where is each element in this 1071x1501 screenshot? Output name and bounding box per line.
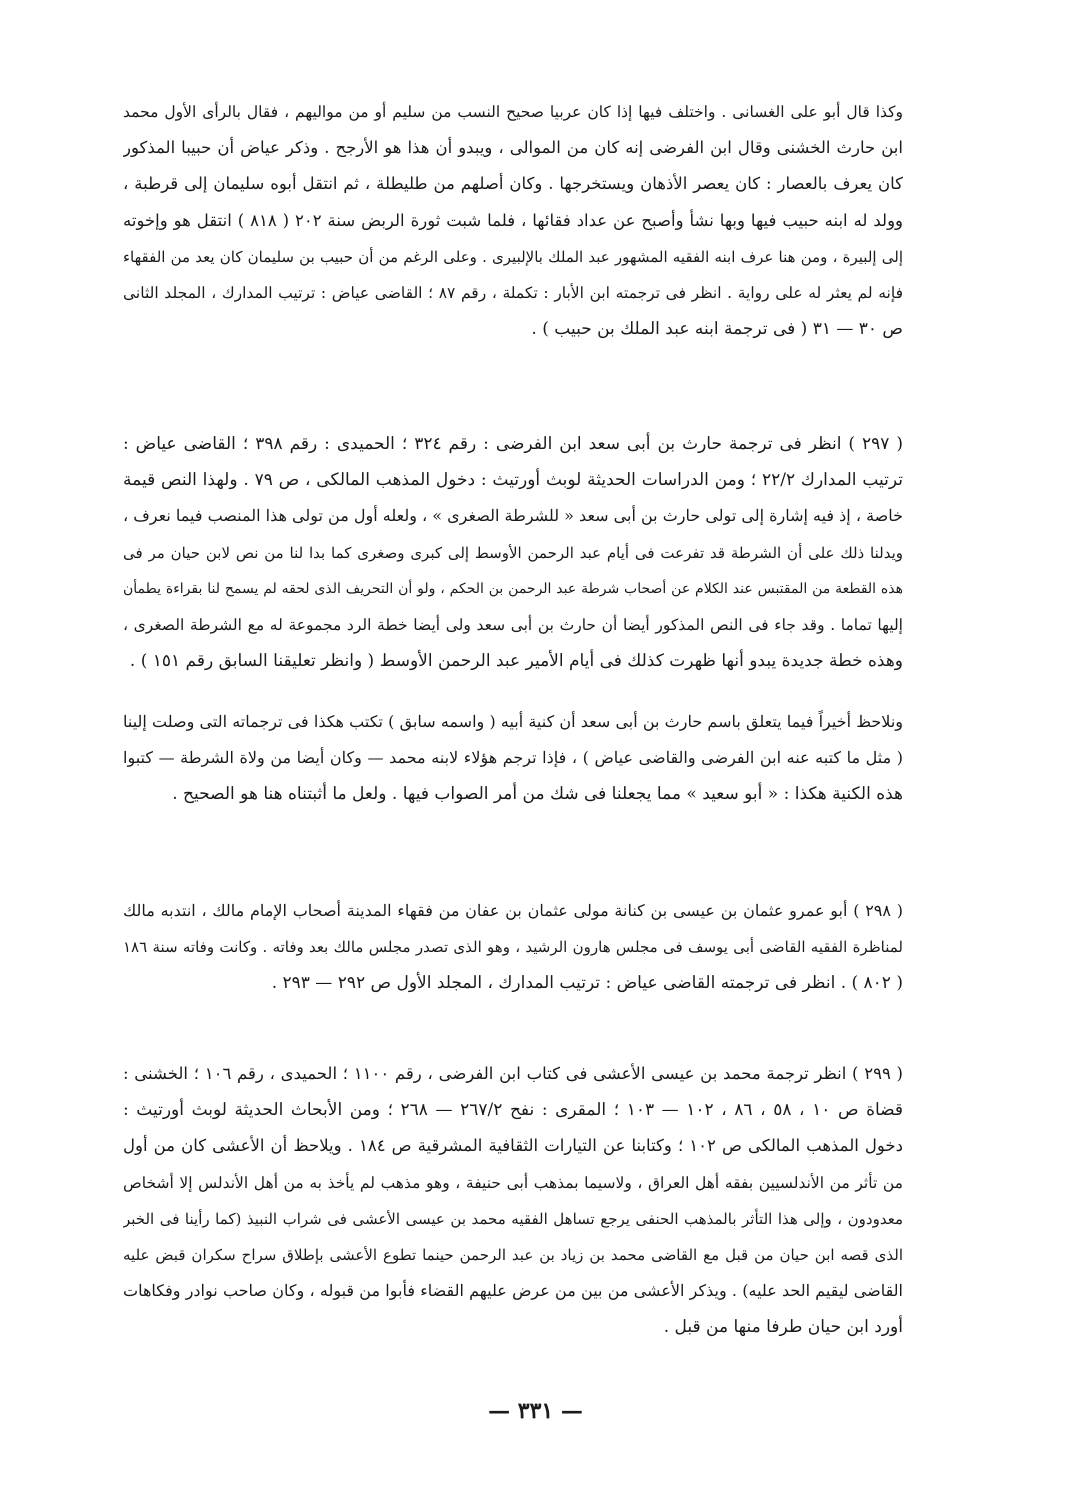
note-297	[123, 426, 903, 679]
text-line: ( ٢٩٨ ) أبو عمرو عثمان بن عيسى بن كنانة مولى عثمان بن عفان من فقهاء المدينة أصحاب الإمام مالك ، انتدبه مالك	[123, 901, 903, 920]
text-line: هذه القطعة من المقتبس عند الكلام عن أصحاب شرطة عبد الرحمن بن الحكم ، ولو أن التحريف الذى لحقه لم يسمح لنا بقراءة يطمأن	[123, 580, 903, 597]
text-line: ص ٣٠ — ٣١ ( فى ترجمة ابنه عبد الملك بن حبيب ) .	[531, 319, 903, 340]
text-line: وكذا قال أبو على الغسانى . واختلف فيها إذا كان عربيا صحيح النسب من سليم أو من مواليهم ، فقال بالرأى الأول محمد	[123, 103, 903, 121]
text-line: وولد له ابنه حبيب فيها وبها نشأ وأصبح عن عداد فقائها ، فلما شبت ثورة الربض سنة ٢٠٢ ( ٨١٨ ) انتقل هو وإخوته	[123, 210, 903, 230]
text-line: ( ٢٩٩ ) انظر ترجمة محمد بن عيسى الأعشى فى كتاب ابن الفرضى ، رقم ١١٠٠ ؛ الحميدى ، رقم ١٠٦ ؛ الخشنى :	[123, 1064, 903, 1083]
text-line: من تأثر من الأندلسيين بفقه أهل العراق ، ولاسيما بمذهب أبى حنيفة ، وهو مذهب لم يأخذ به من أهل الأندلس إلا أشخاص	[123, 1173, 903, 1192]
text-line: ( ٨٠٢ ) . انظر فى ترجمته القاضى عياض : ترتيب المدارك ، المجلد الأول ص ٢٩٢ — ٢٩٣ .	[271, 973, 903, 994]
text-line: ( مثل ما كتبه عنه ابن الفرضى والقاضى عياض ) ، فإذا ترجم هؤلاء لابنه محمد — وكان أيضا من ولاة الشرطة — كتبوا	[123, 748, 903, 768]
text-line: دخول المذهب المالكى ص ١٠٢ ؛ وكتابنا عن التيارات الثقافية المشرقية ص ١٨٤ . ويلاحظ أن الأعشى كان من أول	[123, 1136, 903, 1156]
text-line: وهذه خطة جديدة يبدو أنها ظهرت كذلك فى أيام الأمير عبد الرحمن الأوسط ( وانظر تعليقنا السابق رقم ١٥١ ) .	[129, 651, 903, 672]
text-line: قضاة ص ١٠ ، ٥٨ ، ٨٦ ، ١٠٢ — ١٠٣ ؛ المقرى : نفح ٢٦٧/٢ — ٢٦٨ ؛ ومن الأبحاث الحديثة لوبث أورتيث :	[123, 1100, 903, 1121]
page-number: — ٣٣١ —	[488, 1398, 583, 1424]
text-line: القاضى ليقيم الحد عليه) . ويذكر الأعشى من بين من عرض عليهم القضاء فأبوا من قبوله ، وكان صاحب نوادر وفكاهات	[123, 1281, 903, 1301]
text-line: ( ٢٩٧ ) انظر فى ترجمة حارث بن أبى سعد ابن الفرضى : رقم ٣٢٤ ؛ الحميدى : رقم ٣٩٨ ؛ القاضى عياض :	[123, 434, 903, 454]
text-line: الذى قصه ابن حيان من قبل مع القاضى محمد بن زياد بن عبد الرحمن حينما تطوع الأعشى بإطلاق سراح سكران قبض عليه	[123, 1246, 903, 1265]
note-297-addendum	[123, 704, 903, 813]
text-line: كان يعرف بالعصار : كان يعصر الأذهان ويستخرجها . وكان أصلهم من طليطلة ، ثم انتقل أبوه سليمان إلى قرطبة ،	[123, 174, 903, 194]
text-line: ونلاحظ أخيراً فيما يتعلق باسم حارث بن أبى سعد أن كنية أبيه ( واسمه سابق ) تكتب هكذا فى ترجماته التى وصلت إلينا	[123, 712, 903, 731]
text-line: ترتيب المدارك ٢٢/٢ ؛ ومن الدراسات الحديثة لوبث أورتيث : دخول المذهب المالكى ، ص ٧٩ . ولهذا النص قيمة	[123, 470, 903, 491]
text-line: خاصة ، إذ فيه إشارة إلى تولى حارث بن أبى سعد « للشرطة الصغرى » ، ولعله أول من تولى هذا المنصب فيما نعرف ،	[123, 506, 903, 526]
note-paragraph-habib	[123, 94, 903, 347]
note-298	[123, 893, 903, 1002]
text-line: ويدلنا ذلك على أن الشرطة قد تفرعت فى أيام عبد الرحمن الأوسط إلى كبرى وصغرى كما بدا لنا من نص لابن حيان مر فى	[123, 543, 903, 562]
text-line: هذه الكنية هكذا : « أبو سعيد » مما يجعلنا فى شك من أمر الصواب فيها . ولعل ما أثبتناه هنا هو الصحيح .	[172, 784, 903, 805]
text-line: ابن حارث الخشنى وقال ابن الفرضى إنه كان من الموالى ، ويبدو أن هذا هو الأرجح . وذكر عياض أن حبيبا المذكور	[123, 138, 903, 158]
text-line: معدودون ، وإلى هذا التأثر بالمذهب الحنفى يرجع تساهل الفقيه محمد بن عيسى الأعشى فى شراب النبيذ (كما رأينا فى الخبر	[123, 1209, 903, 1228]
text-line: لمناظرة الفقيه القاضى أبى يوسف فى مجلس هارون الرشيد ، وهو الذى تصدر مجلس مالك بعد وفاته . وكانت وفاته سنة ١٨٦	[123, 938, 903, 957]
text-line: إليها تماما . وقد جاء فى النص المذكور أيضا أن حارث بن أبى سعد ولى أيضا خطة الرد مجموعة له مع الشرطة الصغرى ،	[123, 616, 903, 635]
note-299	[123, 1056, 903, 1346]
text-line: إلى إلبيرة ، ومن هنا عرف ابنه الفقيه المشهور عبد الملك بالإلبيرى . وعلى الرغم من أن حبيب بن سليمان كان يعد من الفقهاء	[123, 247, 903, 266]
text-line: أورد ابن حيان طرفا منها من قبل .	[663, 1317, 903, 1338]
text-line: فإنه لم يعثر له على رواية . انظر فى ترجمته ابن الأبار : تكملة ، رقم ٨٧ ؛ القاضى عياض : ترتيب المدارك ، المجلد الثانى	[123, 284, 903, 303]
